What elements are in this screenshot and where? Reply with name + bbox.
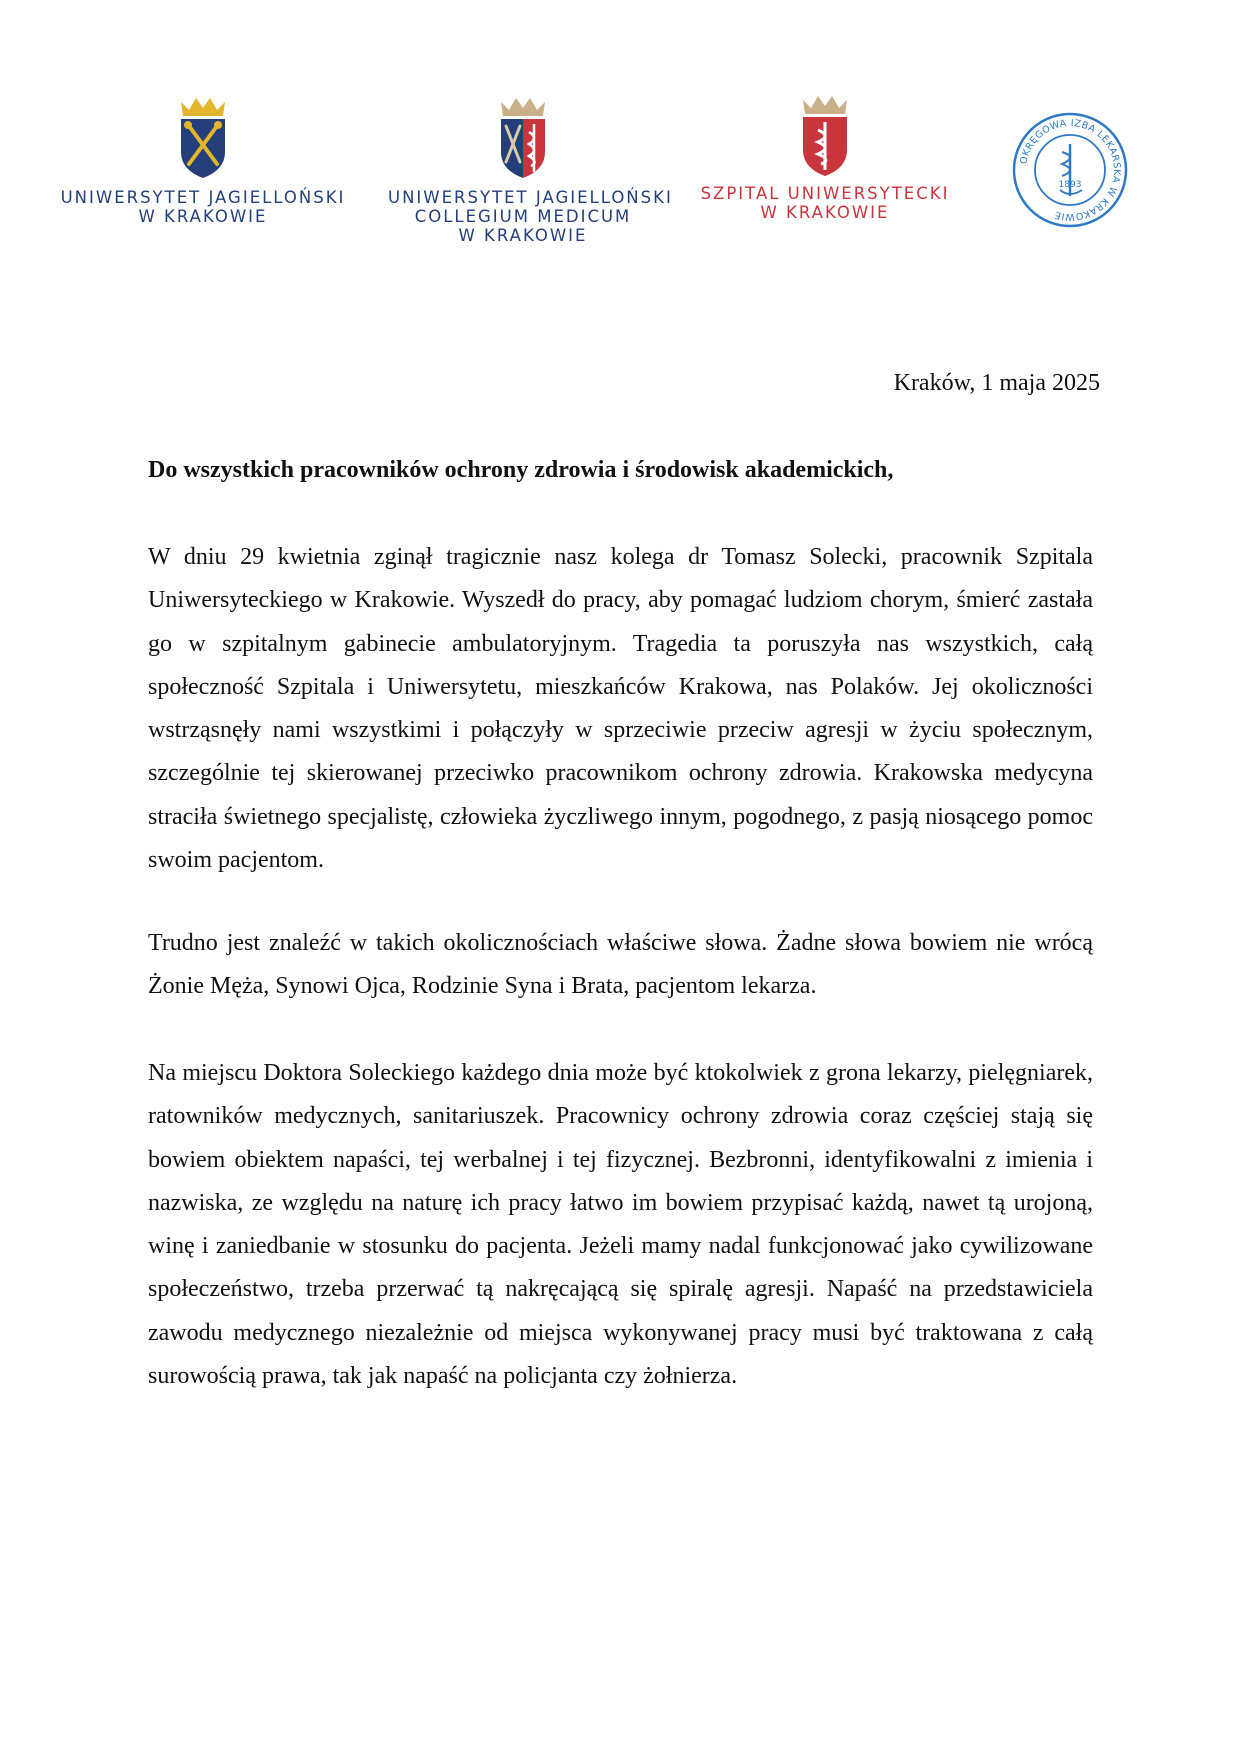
cm-crest-icon [495, 94, 551, 180]
uj-logo-line2: W KRAKOWIE [138, 207, 268, 226]
cm-logo-line3: W KRAKOWIE [458, 226, 588, 245]
letter-paragraph-2: Trudno jest znaleźć w takich okolicznościach właściwe słowa. Żadne słowa bowiem nie wrócą Żonie Męża, Synowi Ojca, Rodzinie Syna i Brata, pacjentom lekarza. [148, 930, 1093, 1000]
su-logo-line2: W KRAKOWIE [760, 203, 890, 222]
letter-salutation: Do wszystkich pracowników ochrony zdrowia i środowisk akademickich, [148, 457, 894, 483]
logo-szpital-uniwersytecki [700, 90, 950, 222]
letter-paragraph-3: Na miejscu Doktora Soleckiego każdego dnia może być ktokolwiek z grona lekarzy, pielęgniarek, ratowników medycznych, sanitariuszek. Pracownicy ochrony zdrowia coraz częściej stają się bowiem obiektem napaści, tej werbalnej i tej fizycznej. Bezbronni, identyfikowalni z imienia i nazwiska, ze względu na naturę ich pracy łatwo im bowiem przypisać każdą, nawet tą urojoną, winę i zaniedbanie w stosunku do pacjenta. Jeżeli mamy nadal funkcjonować jako cywilizowane społeczeństwo, trzeba przerwać tą nakręcającą się spiralę agresji. Napaść na przedstawiciela zawodu medycznego niezależnie od miejsca wykonywanej pracy musi być traktowana z całą surowością prawa, tak jak napaść na policjanta czy żołnierza. [148, 1060, 1093, 1390]
svg-text:OKRĘGOWA IZBA LEKARSKA W KRAKO: OKRĘGOWA IZBA LEKARSKA W KRAKOWIE [1018, 117, 1123, 223]
uj-crest-icon [173, 94, 233, 180]
oil-seal-icon [1010, 110, 1130, 230]
su-logo-line1: SZPITAL UNIWERSYTECKI [700, 184, 950, 203]
logo-okregowa-izba-lekarska [1010, 110, 1130, 230]
cm-logo-line1: UNIWERSYTET JAGIELLOŃSKI [388, 188, 673, 207]
cm-logo-line2: COLLEGIUM MEDICUM [414, 207, 632, 226]
uj-logo-line1: UNIWERSYTET JAGIELLOŃSKI [60, 188, 346, 207]
logo-uniwersytet-jagiellonski [58, 94, 348, 226]
logo-collegium-medicum [388, 94, 673, 245]
letter-date: Kraków, 1 maja 2025 [893, 370, 1100, 396]
svg-text:1893: 1893 [1058, 180, 1082, 190]
letter-paragraph-1: W dniu 29 kwietnia zginął tragicznie nasz kolega dr Tomasz Solecki, pracownik Szpitala Uniwersyteckiego w Krakowie. Wyszedł do pracy, aby pomagać ludziom chorym, śmierć zastała go w szpitalnym gabinecie ambulatoryjnym. Tragedia ta poruszyła nas wszystkich, całą społeczność Szpitala i Uniwersytetu, mieszkańców Krakowa, nas Polaków. Jej okoliczności wstrząsnęły nami wszystkimi i połączyły w sprzeciwie przeciw agresji w życiu społecznym, szczególnie tej skierowanej przeciwko pracownikom ochrony zdrowia. Krakowska medycyna straciła świetnego specjalistę, człowieka życzliwego innym, pogodnego, z pasją niosącego pomoc swoim pacjentom. [148, 544, 1093, 874]
su-crest-icon [795, 90, 855, 180]
